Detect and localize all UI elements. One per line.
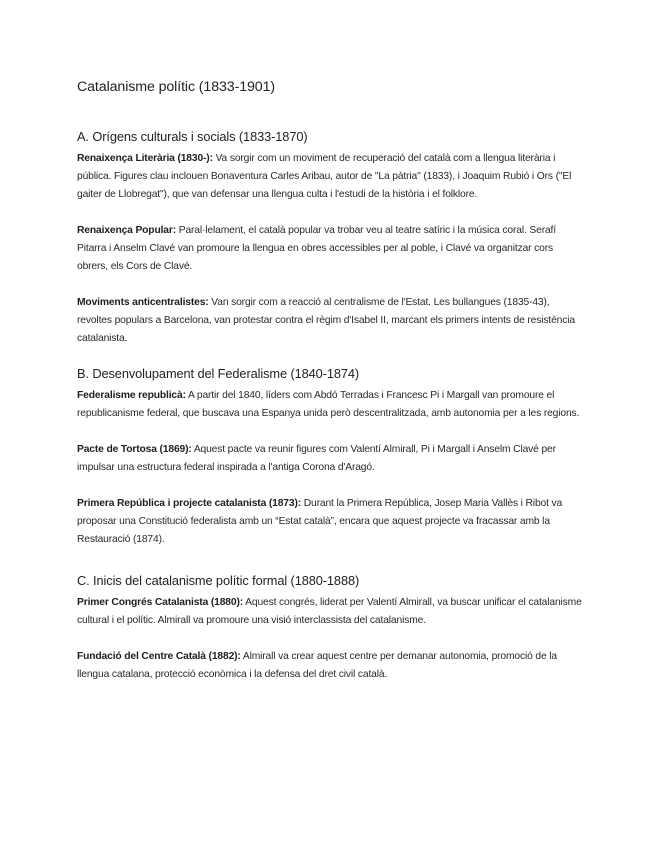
- paragraph: [77, 648, 582, 684]
- paragraph-text: Van sorgir com a reacció al centralisme de l'Estat. Les bullangues (1835-43), revoltes populars a Barcelona, van protestar contra el règim d'Isabel II, marcant els primers intents de resistència catalanista.: [77, 297, 575, 344]
- paragraph-term: Primera República i projecte catalanista (1873):: [77, 498, 302, 509]
- paragraph-text: Paral·lelament, el català popular va trobar veu al teatre satíric i la música coral. Serafí Pitarra i Anselm Clavé van promoure la llengua en obres accessibles per al poble, i Clavé va organitzar cors obrers, els Cors de Clavé.: [77, 225, 556, 272]
- document-title: Catalanisme polític (1833-1901): [77, 79, 275, 95]
- paragraph-text: A partir del 1840, líders com Abdó Terradas i Francesc Pi i Margall van promoure el republicanisme federal, que buscava una Espanya unida però descentralitzada, amb autonomia per a les regions.: [77, 390, 580, 419]
- paragraph: [77, 594, 582, 630]
- paragraph-text: Aquest pacte va reunir figures com Valentí Almirall, Pi i Margall i Anselm Clavé per impulsar una estructura federal inspirada a l'antiga Corona d'Aragó.: [77, 444, 556, 473]
- paragraph: [77, 387, 582, 423]
- document-page: [77, 78, 582, 702]
- paragraph-text: Durant la Primera República, Josep Maria Vallès i Ribot va proposar una Constitució federalista amb un “Estat català”, encara que aquest projecte va fracassar amb la Restauració (1874).: [77, 498, 563, 545]
- paragraph-term: Moviments anticentralistes:: [77, 297, 209, 308]
- section-heading: B. Desenvolupament del Federalisme (1840-1874): [77, 366, 360, 381]
- section-c: [77, 573, 582, 684]
- paragraph: [77, 222, 582, 276]
- section-heading: A. Orígens culturals i socials (1833-1870): [77, 129, 308, 144]
- paragraph-term: Primer Congrés Catalanista (1880):: [77, 597, 244, 608]
- paragraph-text: Almirall va crear aquest centre per demanar autonomia, promoció de la llengua catalana, protecció econòmica i la defensa del dret civil català.: [77, 651, 558, 680]
- paragraph: [77, 495, 582, 549]
- paragraph-term: Renaixença Popular:: [77, 225, 177, 236]
- paragraph-term: Renaixença Literària (1830-):: [77, 153, 213, 164]
- paragraph: [77, 150, 582, 204]
- paragraph-text: Va sorgir com un moviment de recuperació del català com a llengua literària i pública. Figures clau inclouen Bonaventura Carles Aribau, autor de "La pàtria" (1833), i Joaquim Rubió i Ors ("El gaiter de Llobregat"), que van defensar una llengua culta i l'estudi de la història i el folklore.: [77, 153, 572, 200]
- paragraph-term: Pacte de Tortosa (1869):: [77, 444, 192, 455]
- section-heading: C. Inicis del catalanisme polític formal (1880-1888): [77, 573, 360, 588]
- paragraph-term: Fundació del Centre Català (1882):: [77, 651, 241, 662]
- paragraph-term: Federalisme republicà:: [77, 390, 186, 401]
- section-b: [77, 366, 582, 549]
- paragraph-text: Aquest congrés, liderat per Valentí Almirall, va buscar unificar el catalanisme cultural i el polític. Almirall va promoure una visió interclassista del catalanisme.: [77, 597, 582, 626]
- paragraph: [77, 441, 582, 477]
- section-a: [77, 129, 582, 348]
- paragraph: [77, 294, 582, 348]
